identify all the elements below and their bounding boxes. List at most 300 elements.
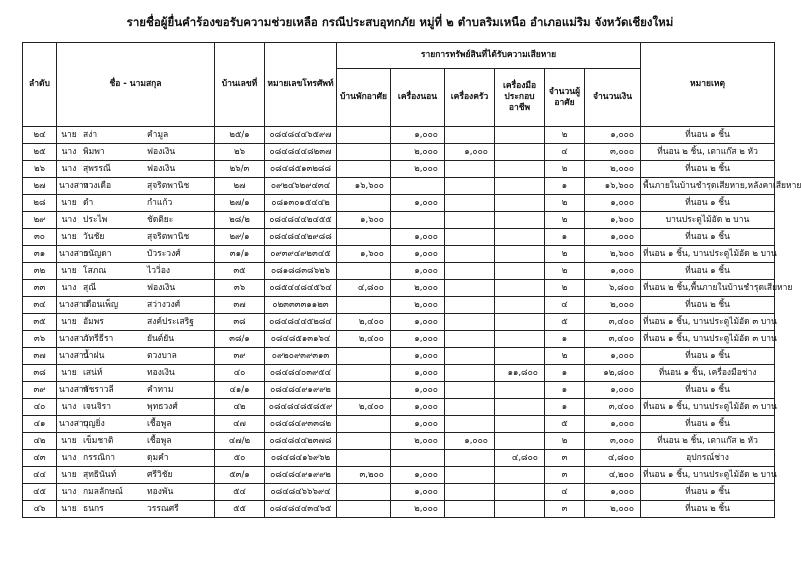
row-amount: ๔,๒๐๐ (585, 467, 641, 484)
row-house-damage: ๒,๔๐๐ (337, 399, 391, 416)
table-row (23, 229, 775, 246)
row-remark: ที่นอน ๑ ชิ้น, บานประตูไม้อัด ๓ บาน (641, 314, 775, 331)
row-name (57, 127, 215, 144)
row-house-no: ๒๕/๑ (215, 127, 265, 144)
last-name: ไววิ่อง (147, 265, 171, 276)
row-bedding (391, 450, 445, 467)
row-remark: บานประตูไม้อัด ๒ บาน (641, 212, 775, 229)
row-kitchen (445, 229, 495, 246)
row-remark: ที่นอน ๑ ชิ้น, บานประตูไม้อัด ๓ บาน (641, 399, 775, 416)
table-row (23, 144, 775, 161)
row-house-damage (337, 501, 391, 518)
row-victims: ๔ (545, 484, 585, 501)
row-house-damage: ๑,๖๐๐ (337, 212, 391, 229)
row-bedding: ๑,๐๐๐ (391, 416, 445, 433)
row-number: ๔๖ (23, 501, 57, 518)
row-phone: ๐๘๔๘๕๑๓๑๖๔ (265, 331, 337, 348)
row-tools (495, 195, 545, 212)
row-remark: ที่นอน ๒ ชิ้น,พื้นภายในบ้านชำรุดเสียหาย (641, 280, 775, 297)
row-house-no: ๒๗ (215, 178, 265, 195)
first-name: ธนกร (83, 503, 104, 514)
table-row (23, 331, 775, 348)
row-house-no: ๓๖ (215, 280, 265, 297)
row-house-no: ๓๘ (215, 314, 265, 331)
row-number: ๓๒ (23, 263, 57, 280)
row-phone: ๐๘๔๘๔๙๑๙๙๒ (265, 467, 337, 484)
row-number: ๓๖ (23, 331, 57, 348)
row-phone: ๐๘๔๘๔๙๓๓๘๒ (265, 416, 337, 433)
row-name (57, 467, 215, 484)
row-phone: ๐๘๔๘๔๑๖๙๖๒ (265, 450, 337, 467)
row-tools (495, 161, 545, 178)
row-kitchen (445, 263, 495, 280)
row-house-no: ๒๘/๒ (215, 212, 265, 229)
row-bedding: ๑,๐๐๐ (391, 399, 445, 416)
row-tools: ๑๑,๘๐๐ (495, 365, 545, 382)
row-victims: ๑ (545, 365, 585, 382)
row-phone: ๐๙๒๐๙๓๙๓๑๓ (265, 348, 337, 365)
row-phone: ๐๙๓๙๔๙๒๓๔๕ (265, 246, 337, 263)
row-name (57, 365, 215, 382)
row-tools (495, 144, 545, 161)
name-title: นาง (61, 282, 77, 293)
first-name: อัมพร (83, 316, 104, 327)
row-bedding: ๑,๐๐๐ (391, 331, 445, 348)
row-tools (495, 331, 545, 348)
row-victims: ๒ (545, 195, 585, 212)
row-house-no: ๕๕ (215, 501, 265, 518)
first-name: โสภณ (83, 265, 107, 276)
row-kitchen (445, 365, 495, 382)
row-phone: ๐๘๔๘๔๔๒๔๕๕ (265, 212, 337, 229)
row-house-no: ๕๐ (215, 450, 265, 467)
row-house-damage: ๒,๔๐๐ (337, 331, 391, 348)
row-tools (495, 416, 545, 433)
name-title: นางสาว (59, 180, 89, 191)
row-remark: พื้นภายในบ้านชำรุดเสียหาย,หลังคาเสียหาย (641, 178, 775, 195)
table-row (23, 314, 775, 331)
header-kitchen: เครื่องครัว (445, 69, 495, 127)
last-name: คำทาม (147, 384, 174, 395)
row-house-no: ๓๗ (215, 297, 265, 314)
row-bedding: ๑,๐๐๐ (391, 365, 445, 382)
header-house-no: บ้านเลขที่ (215, 43, 265, 127)
row-phone: ๐๘๔๘๔๙๑๙๙๒ (265, 382, 337, 399)
row-house-no: ๒๖ (215, 144, 265, 161)
header-remark: หมายเหตุ (641, 43, 775, 127)
row-bedding: ๒,๐๐๐ (391, 297, 445, 314)
row-amount: ๑,๐๐๐ (585, 416, 641, 433)
row-victims: ๒ (545, 161, 585, 178)
row-remark: ที่นอน ๑ ชิ้น (641, 195, 775, 212)
row-victims: ๓ (545, 501, 585, 518)
row-name (57, 297, 215, 314)
row-kitchen (445, 501, 495, 518)
first-name: เข็มชาติ (83, 435, 114, 446)
row-kitchen (445, 314, 495, 331)
row-phone: ๐๘๔๘๕๑๓๒๘๘ (265, 161, 337, 178)
row-remark: ที่นอน ๑ ชิ้น, บานประตูไม้อัด ๓ บาน (641, 331, 775, 348)
row-amount: ๖,๘๐๐ (585, 280, 641, 297)
relief-table (22, 42, 801, 518)
row-kitchen (445, 382, 495, 399)
row-number: ๓๐ (23, 229, 57, 246)
table-row (23, 263, 775, 280)
row-victims: ๒ (545, 263, 585, 280)
row-amount: ๓,๐๐๐ (585, 144, 641, 161)
row-remark: ที่นอน ๒ ชิ้น (641, 297, 775, 314)
row-remark: ที่นอน ๒ ชิ้น (641, 501, 775, 518)
row-number: ๓๓ (23, 280, 57, 297)
row-house-no: ๓๕ (215, 263, 265, 280)
name-title: นาง (61, 214, 77, 225)
row-amount: ๑,๐๐๐ (585, 263, 641, 280)
first-name: พิมพา (83, 146, 105, 157)
name-title: นาง (61, 486, 77, 497)
row-name (57, 399, 215, 416)
row-kitchen: ๑,๐๐๐ (445, 144, 495, 161)
row-tools (495, 484, 545, 501)
row-house-no: ๔๒ (215, 399, 265, 416)
row-remark: ที่นอน ๒ ชิ้น (641, 161, 775, 178)
row-victims: ๔ (545, 144, 585, 161)
table-body (23, 127, 801, 518)
row-remark: อุปกรณ์ช่าง (641, 450, 775, 467)
first-name: กรรณิกา (83, 452, 116, 463)
first-name: ภัทรีธีรา (83, 333, 114, 344)
first-name: ดำ (83, 197, 94, 208)
row-phone: ๐๙๒๔๖๒๙๔๓๔ (265, 178, 337, 195)
row-house-damage (337, 450, 391, 467)
row-amount: ๑,๐๐๐ (585, 382, 641, 399)
header-tools: เครื่องมือประกอบอาชีพ (495, 69, 545, 127)
row-house-damage (337, 229, 391, 246)
row-house-damage: ๑๖,๖๐๐ (337, 178, 391, 195)
row-number: ๒๙ (23, 212, 57, 229)
row-tools (495, 263, 545, 280)
name-title: นาย (61, 469, 77, 480)
row-house-damage (337, 127, 391, 144)
row-house-no: ๒๖/๓ (215, 161, 265, 178)
row-bedding (391, 212, 445, 229)
row-bedding: ๑,๐๐๐ (391, 263, 445, 280)
first-name: วันชัย (83, 231, 105, 242)
row-number: ๒๗ (23, 178, 57, 195)
row-victims: ๑ (545, 382, 585, 399)
row-name (57, 229, 215, 246)
row-number: ๔๕ (23, 484, 57, 501)
header-bedding: เครื่องนอน (391, 69, 445, 127)
name-title: นาย (61, 231, 77, 242)
row-tools (495, 314, 545, 331)
header-house-damage: บ้านพักอาศัย (337, 69, 391, 127)
row-tools (495, 382, 545, 399)
last-name: สุจริตพานิช (147, 231, 190, 242)
last-name: เชื้อพูล (147, 418, 172, 429)
row-house-damage (337, 433, 391, 450)
first-name: เสน่ห์ (83, 367, 103, 378)
first-name: สง่า (83, 129, 98, 140)
row-kitchen (445, 416, 495, 433)
name-title: นาย (61, 316, 77, 327)
table-row (23, 399, 775, 416)
first-name: ธนัญดา (83, 248, 112, 259)
row-house-damage (337, 195, 391, 212)
name-title: นาย (61, 503, 77, 514)
row-bedding: ๑,๐๐๐ (391, 195, 445, 212)
last-name: ชัดติยะ (147, 214, 174, 225)
row-number: ๒๘ (23, 195, 57, 212)
row-kitchen (445, 195, 495, 212)
row-house-no: ๔๗/๒ (215, 433, 265, 450)
row-name (57, 416, 215, 433)
row-name (57, 484, 215, 501)
name-title: นาง (61, 452, 77, 463)
row-name (57, 433, 215, 450)
row-house-damage (337, 263, 391, 280)
row-house-damage (337, 144, 391, 161)
name-title: นาง (61, 401, 77, 412)
row-tools (495, 127, 545, 144)
row-kitchen (445, 450, 495, 467)
first-name: ประไพ (83, 214, 108, 225)
row-tools (495, 229, 545, 246)
row-victims: ๑ (545, 178, 585, 195)
row-victims: ๕ (545, 416, 585, 433)
table-row (23, 501, 775, 518)
header-name: ชื่อ - นามสกุล (57, 43, 215, 127)
name-title: นาย (61, 197, 77, 208)
row-phone: ๐๘๔๘๔๐๓๙๕๔ (265, 365, 337, 382)
row-kitchen (445, 178, 495, 195)
name-title: นาย (61, 129, 77, 140)
first-name: พัชราวลี (83, 384, 114, 395)
row-victims: ๔ (545, 297, 585, 314)
table-row (23, 416, 775, 433)
row-victims: ๒ (545, 212, 585, 229)
last-name: ศรีวิชัย (147, 469, 173, 480)
row-name (57, 382, 215, 399)
last-name: กำแก้ว (147, 197, 173, 208)
table-row (23, 212, 775, 229)
name-title: นางสาว (59, 350, 89, 361)
row-bedding: ๑,๐๐๐ (391, 229, 445, 246)
row-name (57, 331, 215, 348)
table-row (23, 195, 775, 212)
row-kitchen (445, 331, 495, 348)
last-name: คำมูล (147, 129, 169, 140)
first-name: สุณี (83, 282, 97, 293)
row-phone: ๐๘๕๔๔๘๔๕๖๔ (265, 280, 337, 297)
row-name (57, 280, 215, 297)
row-number: ๔๓ (23, 450, 57, 467)
row-victims: ๑ (545, 331, 585, 348)
row-remark: ที่นอน ๑ ชิ้น (641, 263, 775, 280)
row-house-no: ๔๑/๑ (215, 382, 265, 399)
row-tools (495, 280, 545, 297)
last-name: สว่างวงศ์ (147, 299, 181, 310)
row-amount: ๑,๐๐๐ (585, 127, 641, 144)
row-name (57, 450, 215, 467)
row-phone: ๐๘๑๘๘๓๘๖๒๖ (265, 263, 337, 280)
row-victims: ๒ (545, 127, 585, 144)
row-amount: ๒,๐๐๐ (585, 297, 641, 314)
header-damage-group: รายการทรัพย์สินที่ได้รับความเสียหาย (337, 43, 641, 69)
table-row (23, 467, 775, 484)
row-victims: ๑ (545, 399, 585, 416)
row-amount: ๑,๖๐๐ (585, 212, 641, 229)
row-bedding: ๒,๐๐๐ (391, 433, 445, 450)
row-number: ๔๒ (23, 433, 57, 450)
row-victims: ๒ (545, 280, 585, 297)
row-remark: ที่นอน ๑ ชิ้น (641, 348, 775, 365)
row-victims: ๕ (545, 314, 585, 331)
header-phone: หมายเลขโทรศัพท์ (265, 43, 337, 127)
table-row (23, 348, 775, 365)
row-kitchen: ๑,๐๐๐ (445, 433, 495, 450)
row-tools (495, 433, 545, 450)
last-name: ฟองเงิน (147, 146, 176, 157)
row-kitchen (445, 484, 495, 501)
row-bedding: ๒,๐๐๐ (391, 280, 445, 297)
row-remark: ที่นอน ๑ ชิ้น, บานประตูไม้อัด ๒ บาน (641, 246, 775, 263)
row-amount: ๑,๐๐๐ (585, 229, 641, 246)
row-kitchen (445, 127, 495, 144)
row-tools (495, 246, 545, 263)
row-kitchen (445, 467, 495, 484)
row-remark: ที่นอน ๑ ชิ้น, เครื่องมือช่าง (641, 365, 775, 382)
row-bedding: ๒,๐๐๐ (391, 161, 445, 178)
row-phone: ๐๘๔๘๔๔๘๒๓๗ (265, 144, 337, 161)
row-bedding (391, 178, 445, 195)
row-kitchen (445, 246, 495, 263)
last-name: ตวงบาล (147, 350, 177, 361)
row-house-damage (337, 382, 391, 399)
row-name (57, 144, 215, 161)
row-bedding: ๑,๐๐๐ (391, 246, 445, 263)
row-name (57, 212, 215, 229)
row-phone: ๐๘๔๘๔๘๕๘๕๙ (265, 399, 337, 416)
row-phone: ๐๘๔๘๔๔๒๙๘๘ (265, 229, 337, 246)
row-victims: ๑ (545, 229, 585, 246)
row-amount: ๒,๖๐๐ (585, 246, 641, 263)
name-title: นางสาว (59, 384, 89, 395)
first-name: สุทธินันท์ (83, 469, 117, 480)
row-tools (495, 178, 545, 195)
row-bedding: ๑,๐๐๐ (391, 484, 445, 501)
name-title: นาง (61, 146, 77, 157)
name-title: นาย (61, 435, 77, 446)
row-house-damage: ๓,๒๐๐ (337, 467, 391, 484)
row-tools (495, 212, 545, 229)
row-name (57, 246, 215, 263)
row-house-damage (337, 365, 391, 382)
row-bedding: ๑,๐๐๐ (391, 467, 445, 484)
row-remark: ที่นอน ๒ ชิ้น, เตาแก๊ส ๒ หัว (641, 433, 775, 450)
row-amount: ๓,๔๐๐ (585, 331, 641, 348)
row-bedding: ๒,๐๐๐ (391, 501, 445, 518)
row-number: ๒๔ (23, 127, 57, 144)
row-tools (495, 399, 545, 416)
table-row (23, 297, 775, 314)
row-remark: ที่นอน ๑ ชิ้น (641, 127, 775, 144)
row-tools (495, 501, 545, 518)
row-kitchen (445, 297, 495, 314)
first-name: หวงเดือ (83, 180, 112, 191)
row-name (57, 263, 215, 280)
row-house-no: ๓๙ (215, 348, 265, 365)
row-bedding: ๑,๐๐๐ (391, 314, 445, 331)
name-title: นางสาว (59, 299, 89, 310)
row-number: ๒๖ (23, 161, 57, 178)
row-number: ๔๑ (23, 416, 57, 433)
first-name: เดือนเพ็ญ (83, 299, 119, 310)
row-house-damage (337, 297, 391, 314)
row-tools: ๔,๘๐๐ (495, 450, 545, 467)
row-house-damage (337, 161, 391, 178)
table-row (23, 178, 775, 195)
last-name: ทองพัน (147, 486, 174, 497)
table-header (23, 43, 775, 127)
row-remark: ที่นอน ๑ ชิ้น (641, 484, 775, 501)
row-house-no: ๕๓/๑ (215, 467, 265, 484)
row-number: ๔๐ (23, 399, 57, 416)
last-name: พุทธวงศ์ (147, 401, 178, 412)
row-kitchen (445, 280, 495, 297)
row-house-damage (337, 348, 391, 365)
row-number: ๓๙ (23, 382, 57, 399)
row-name (57, 314, 215, 331)
last-name: ยันต์ยัน (147, 333, 175, 344)
row-kitchen (445, 161, 495, 178)
row-house-damage: ๔,๘๐๐ (337, 280, 391, 297)
row-remark: ที่นอน ๑ ชิ้น (641, 229, 775, 246)
row-bedding: ๒,๐๐๐ (391, 144, 445, 161)
row-amount: ๑,๐๐๐ (585, 348, 641, 365)
row-house-damage: ๑,๖๐๐ (337, 246, 391, 263)
last-name: ฟองเงิน (147, 163, 176, 174)
name-title: นาย (61, 367, 77, 378)
row-house-no: ๔๐ (215, 365, 265, 382)
row-house-damage: ๒,๔๐๐ (337, 314, 391, 331)
row-remark: ที่นอน ๒ ชิ้น, เตาแก๊ส ๒ หัว (641, 144, 775, 161)
row-amount: ๓,๔๐๐ (585, 314, 641, 331)
row-amount: ๑๖,๖๐๐ (585, 178, 641, 195)
name-title: นาง (61, 163, 77, 174)
row-kitchen (445, 399, 495, 416)
row-tools (495, 467, 545, 484)
row-name (57, 195, 215, 212)
row-house-damage (337, 484, 391, 501)
row-house-no: ๕๔ (215, 484, 265, 501)
row-number: ๓๑ (23, 246, 57, 263)
row-victims: ๒ (545, 348, 585, 365)
row-amount: ๓,๔๐๐ (585, 399, 641, 416)
last-name: เชื้อพูล (147, 435, 172, 446)
last-name: ฟองเงิน (147, 282, 176, 293)
row-amount: ๒,๐๐๐ (585, 501, 641, 518)
row-amount: ๒,๐๐๐ (585, 161, 641, 178)
row-amount: ๑,๐๐๐ (585, 195, 641, 212)
table-row (23, 433, 775, 450)
table-row (23, 161, 775, 178)
row-remark: ที่นอน ๑ ชิ้น, บานประตูไม้อัด ๒ บาน (641, 467, 775, 484)
first-name: เจนจิรา (83, 401, 112, 412)
document-title: รายชื่อผู้ยื่นคำร้องขอรับความช่วยเหลือ กรณีประสบอุทกภัย หมู่ที่ ๒ ตำบลริมเหนือ อำเภอแม่ริม จังหวัดเชียงใหม่ (126, 15, 674, 29)
last-name: ดุมคำ (147, 452, 169, 463)
header-amount: จำนวนเงิน (585, 69, 641, 127)
last-name: วรรณศรี (147, 503, 179, 514)
